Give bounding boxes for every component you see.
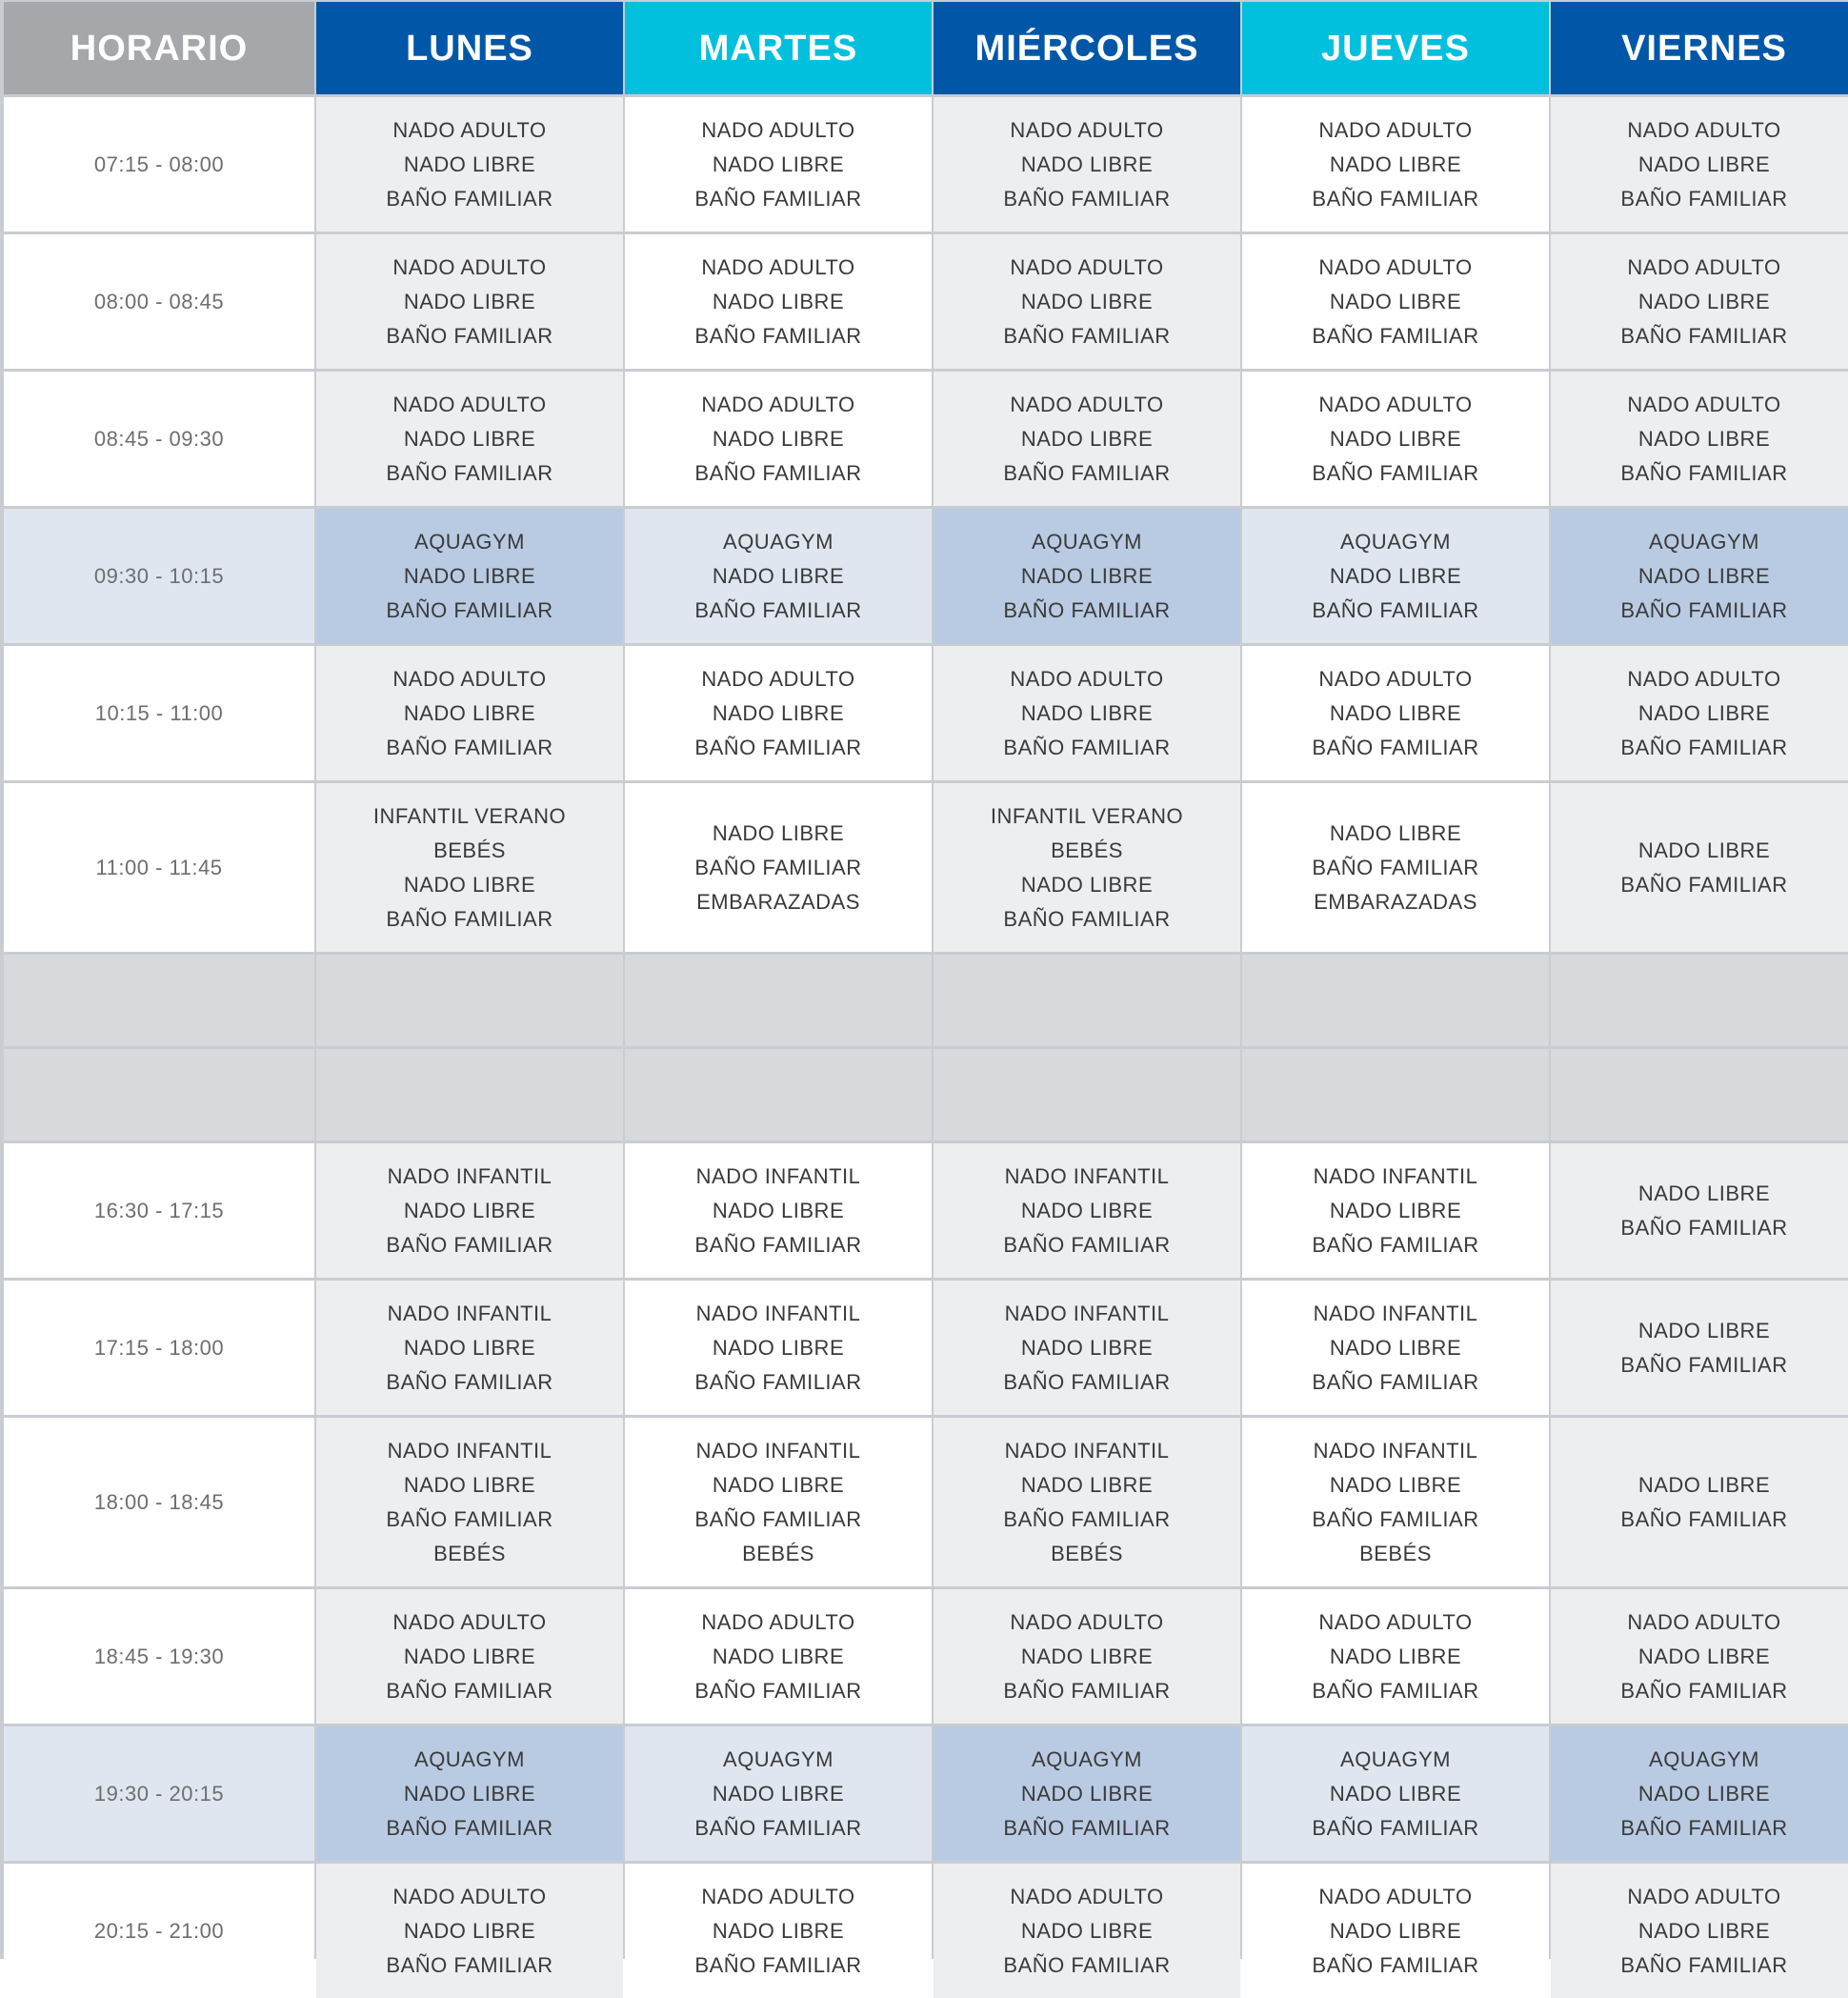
activity-label: NADO LIBRE (712, 563, 845, 588)
activity-label: BAÑO FAMILIAR (694, 1678, 862, 1703)
break-row-cell (4, 1049, 314, 1140)
activity-label: BAÑO FAMILIAR (694, 735, 862, 759)
schedule-cell-miercoles (934, 372, 1240, 506)
activity-label: NADO ADULTO (1010, 1884, 1164, 1908)
schedule-cell-martes (625, 372, 932, 506)
activity-label: NADO LIBRE (712, 700, 845, 725)
activity-label: NADO ADULTO (1010, 392, 1164, 416)
activity-label: NADO ADULTO (392, 117, 547, 142)
activity-label: AQUAGYM (1340, 1746, 1451, 1771)
schedule-cell-martes (625, 646, 932, 780)
activity-label: BEBÉS (1051, 1541, 1123, 1565)
activity-label: NADO LIBRE (1329, 1198, 1462, 1222)
schedule-cell-lunes (316, 509, 623, 643)
activity-label: BAÑO FAMILIAR (1003, 906, 1171, 931)
schedule-cell-viernes (1551, 1589, 1848, 1724)
activity-label: BAÑO FAMILIAR (1003, 460, 1171, 485)
activity-label: AQUAGYM (1340, 529, 1451, 554)
schedule-cell-jueves (1242, 1589, 1549, 1724)
schedule-cell-jueves (1242, 509, 1549, 643)
schedule-cell-jueves (1242, 646, 1549, 780)
activity-label: BAÑO FAMILIAR (386, 1232, 553, 1257)
schedule-cell-miercoles (934, 783, 1240, 952)
schedule-cell-viernes (1551, 372, 1848, 506)
activity-label: BAÑO FAMILIAR (1620, 460, 1788, 485)
activity-label: BAÑO FAMILIAR (1312, 186, 1479, 211)
schedule-cell-martes (625, 955, 932, 1046)
activity-label: NADO ADULTO (1010, 1609, 1164, 1634)
schedule-cell-miercoles (934, 1281, 1240, 1415)
schedule-cell-miercoles (934, 955, 1240, 1046)
schedule-cell-martes (625, 1589, 932, 1724)
activity-label: NADO ADULTO (701, 392, 855, 416)
schedule-cell-lunes (316, 1418, 623, 1586)
activity-label: BAÑO FAMILIAR (1312, 855, 1479, 879)
activity-label: BAÑO FAMILIAR (1620, 597, 1788, 622)
schedule-cell-miercoles (934, 97, 1240, 232)
activity-label: NADO LIBRE (1020, 289, 1154, 313)
schedule-cell-jueves (1242, 372, 1549, 506)
activity-label: BAÑO FAMILIAR (386, 1952, 553, 1977)
activity-label: NADO LIBRE (712, 1781, 845, 1806)
activity-label: BAÑO FAMILIAR (1312, 735, 1479, 759)
schedule-cell-lunes (316, 646, 623, 780)
schedule-cell-jueves (1242, 1049, 1549, 1140)
schedule-cell-martes (625, 1143, 932, 1278)
schedule-cell-lunes (316, 1589, 623, 1724)
activity-label: NADO LIBRE (403, 1198, 536, 1222)
schedule-cell-lunes (316, 955, 623, 1046)
activity-label: NADO LIBRE (1637, 1918, 1771, 1943)
activity-label: BAÑO FAMILIAR (1312, 1815, 1479, 1840)
activity-label: NADO LIBRE (1637, 1181, 1771, 1205)
schedule-cell-lunes (316, 372, 623, 506)
activity-label: NADO LIBRE (1637, 151, 1771, 176)
schedule-cell-jueves (1242, 1281, 1549, 1415)
activity-label: NADO LIBRE (1329, 151, 1462, 176)
activity-label: NADO ADULTO (1627, 1609, 1781, 1634)
activity-label: NADO LIBRE (1020, 1644, 1154, 1668)
schedule-cell-miercoles (934, 234, 1240, 369)
activity-label: NADO ADULTO (701, 1609, 855, 1634)
activity-label: INFANTIL VERANO (372, 803, 567, 828)
activity-label: INFANTIL VERANO (990, 803, 1184, 828)
activity-label: BAÑO FAMILIAR (1003, 1678, 1171, 1703)
schedule-cell-martes (625, 783, 932, 952)
activity-label: NADO LIBRE (403, 1781, 536, 1806)
time-slot: 10:15 - 11:00 (4, 646, 314, 780)
schedule-cell-miercoles (934, 1418, 1240, 1586)
time-slot: 19:30 - 20:15 (4, 1726, 314, 1861)
activity-label: NADO INFANTIL (695, 1438, 861, 1463)
schedule-cell-viernes (1551, 1418, 1848, 1586)
activity-label: NADO LIBRE (1329, 563, 1462, 588)
activity-label: BAÑO FAMILIAR (386, 323, 553, 348)
schedule-cell-lunes (316, 234, 623, 369)
schedule-cell-miercoles (934, 1589, 1240, 1724)
activity-label: BAÑO FAMILIAR (1620, 735, 1788, 759)
activity-label: BAÑO FAMILIAR (694, 597, 862, 622)
activity-label: BAÑO FAMILIAR (694, 460, 862, 485)
activity-label: BAÑO FAMILIAR (1620, 872, 1788, 897)
activity-label: BEBÉS (433, 1541, 506, 1565)
activity-label: BAÑO FAMILIAR (1312, 1506, 1479, 1531)
activity-label: NADO ADULTO (1627, 666, 1781, 691)
activity-label: NADO ADULTO (1010, 117, 1164, 142)
time-slot: 18:00 - 18:45 (4, 1418, 314, 1586)
activity-label: NADO LIBRE (1637, 838, 1771, 862)
activity-label: BAÑO FAMILIAR (1312, 323, 1479, 348)
activity-label: NADO LIBRE (403, 563, 536, 588)
activity-label: NADO INFANTIL (695, 1301, 861, 1325)
activity-label: NADO INFANTIL (1313, 1438, 1478, 1463)
activity-label: BAÑO FAMILIAR (694, 323, 862, 348)
activity-label: BEBÉS (742, 1541, 814, 1565)
activity-label: NADO LIBRE (1020, 426, 1154, 451)
schedule-cell-jueves (1242, 1418, 1549, 1586)
activity-label: BAÑO FAMILIAR (1003, 1369, 1171, 1394)
activity-label: NADO LIBRE (403, 151, 536, 176)
activity-label: NADO LIBRE (403, 289, 536, 313)
activity-label: AQUAGYM (723, 1746, 834, 1771)
activity-label: NADO ADULTO (1318, 1884, 1473, 1908)
activity-label: NADO LIBRE (1637, 700, 1771, 725)
schedule-cell-viernes (1551, 1726, 1848, 1861)
schedule-cell-viernes (1551, 783, 1848, 952)
activity-label: NADO INFANTIL (1004, 1438, 1170, 1463)
time-slot: 11:00 - 11:45 (4, 783, 314, 952)
activity-label: BAÑO FAMILIAR (1620, 1815, 1788, 1840)
header-jueves: JUEVES (1242, 2, 1549, 94)
activity-label: BAÑO FAMILIAR (1620, 323, 1788, 348)
activity-label: BAÑO FAMILIAR (1003, 1952, 1171, 1977)
activity-label: NADO LIBRE (1020, 563, 1154, 588)
activity-label: NADO LIBRE (1329, 426, 1462, 451)
activity-label: NADO ADULTO (701, 254, 855, 279)
activity-label: NADO LIBRE (1020, 1198, 1154, 1222)
activity-label: BAÑO FAMILIAR (1003, 186, 1171, 211)
activity-label: NADO LIBRE (1637, 1781, 1771, 1806)
schedule-cell-jueves (1242, 955, 1549, 1046)
schedule-cell-miercoles (934, 1143, 1240, 1278)
activity-label: BAÑO FAMILIAR (386, 186, 553, 211)
activity-label: BAÑO FAMILIAR (1003, 323, 1171, 348)
activity-label: BAÑO FAMILIAR (386, 1369, 553, 1394)
schedule-cell-martes (625, 97, 932, 232)
activity-label: NADO LIBRE (403, 1918, 536, 1943)
activity-label: NADO INFANTIL (1004, 1163, 1170, 1188)
schedule-cell-viernes (1551, 1049, 1848, 1140)
activity-label: NADO LIBRE (403, 872, 536, 897)
schedule-cell-jueves (1242, 1864, 1549, 1998)
activity-label: BAÑO FAMILIAR (694, 1506, 862, 1531)
schedule-cell-viernes (1551, 509, 1848, 643)
time-slot: 07:15 - 08:00 (4, 97, 314, 232)
schedule-cell-viernes (1551, 234, 1848, 369)
activity-label: NADO LIBRE (403, 426, 536, 451)
activity-label: BAÑO FAMILIAR (1312, 597, 1479, 622)
activity-label: AQUAGYM (723, 529, 834, 554)
schedule-cell-martes (625, 1418, 932, 1586)
schedule-cell-lunes (316, 1049, 623, 1140)
activity-label: NADO LIBRE (1329, 289, 1462, 313)
activity-label: NADO LIBRE (1329, 700, 1462, 725)
activity-label: NADO LIBRE (712, 289, 845, 313)
activity-label: EMBARAZADAS (1314, 889, 1477, 914)
activity-label: BAÑO FAMILIAR (1620, 1678, 1788, 1703)
schedule-cell-miercoles (934, 509, 1240, 643)
schedule-cell-viernes (1551, 97, 1848, 232)
activity-label: NADO LIBRE (1020, 872, 1154, 897)
activity-label: NADO INFANTIL (387, 1163, 552, 1188)
activity-label: BAÑO FAMILIAR (1003, 1815, 1171, 1840)
activity-label: NADO ADULTO (1627, 392, 1781, 416)
schedule-cell-viernes (1551, 1864, 1848, 1998)
activity-label: NADO LIBRE (1637, 563, 1771, 588)
schedule-cell-lunes (316, 783, 623, 952)
activity-label: BAÑO FAMILIAR (1003, 735, 1171, 759)
activity-label: AQUAGYM (1649, 529, 1759, 554)
activity-label: NADO LIBRE (1329, 1918, 1462, 1943)
schedule-cell-jueves (1242, 783, 1549, 952)
activity-label: BAÑO FAMILIAR (1312, 1232, 1479, 1257)
activity-label: BAÑO FAMILIAR (694, 1952, 862, 1977)
header-lunes: LUNES (316, 2, 623, 94)
activity-label: NADO LIBRE (1020, 1335, 1154, 1360)
activity-label: NADO LIBRE (1329, 1644, 1462, 1668)
activity-label: BAÑO FAMILIAR (1312, 460, 1479, 485)
schedule-cell-lunes (316, 1864, 623, 1998)
activity-label: BAÑO FAMILIAR (1620, 1215, 1788, 1240)
activity-label: NADO LIBRE (1637, 289, 1771, 313)
activity-label: NADO ADULTO (392, 254, 547, 279)
activity-label: BAÑO FAMILIAR (1620, 1506, 1788, 1531)
time-slot: 18:45 - 19:30 (4, 1589, 314, 1724)
activity-label: NADO LIBRE (1020, 151, 1154, 176)
activity-label: NADO ADULTO (701, 666, 855, 691)
activity-label: NADO ADULTO (1627, 1884, 1781, 1908)
activity-label: BAÑO FAMILIAR (386, 1506, 553, 1531)
activity-label: NADO ADULTO (392, 1884, 547, 1908)
activity-label: NADO LIBRE (712, 1644, 845, 1668)
schedule-cell-viernes (1551, 955, 1848, 1046)
activity-label: EMBARAZADAS (696, 889, 860, 914)
activity-label: AQUAGYM (1032, 1746, 1142, 1771)
schedule-cell-jueves (1242, 97, 1549, 232)
break-row-cell (4, 955, 314, 1046)
activity-label: BEBÉS (433, 838, 506, 862)
activity-label: BAÑO FAMILIAR (386, 1678, 553, 1703)
activity-label: NADO LIBRE (1329, 1472, 1462, 1497)
activity-label: BAÑO FAMILIAR (694, 186, 862, 211)
activity-label: BAÑO FAMILIAR (386, 597, 553, 622)
activity-label: BAÑO FAMILIAR (1003, 1506, 1171, 1531)
activity-label: BAÑO FAMILIAR (386, 906, 553, 931)
time-slot: 17:15 - 18:00 (4, 1281, 314, 1415)
activity-label: BAÑO FAMILIAR (694, 1232, 862, 1257)
activity-label: BAÑO FAMILIAR (386, 460, 553, 485)
schedule-cell-martes (625, 1726, 932, 1861)
activity-label: NADO ADULTO (392, 1609, 547, 1634)
schedule-cell-jueves (1242, 234, 1549, 369)
activity-label: NADO LIBRE (712, 1198, 845, 1222)
time-slot: 09:30 - 10:15 (4, 509, 314, 643)
schedule-cell-martes (625, 509, 932, 643)
header-horario: HORARIO (4, 2, 314, 94)
activity-label: AQUAGYM (1032, 529, 1142, 554)
time-slot: 16:30 - 17:15 (4, 1143, 314, 1278)
header-viernes: VIERNES (1551, 2, 1848, 94)
activity-label: NADO INFANTIL (695, 1163, 861, 1188)
activity-label: BAÑO FAMILIAR (1312, 1678, 1479, 1703)
activity-label: NADO LIBRE (403, 700, 536, 725)
schedule-cell-miercoles (934, 1726, 1240, 1861)
activity-label: NADO LIBRE (1637, 1644, 1771, 1668)
time-slot: 20:15 - 21:00 (4, 1864, 314, 1998)
activity-label: BAÑO FAMILIAR (386, 1815, 553, 1840)
activity-label: NADO LIBRE (403, 1335, 536, 1360)
activity-label: NADO ADULTO (701, 1884, 855, 1908)
schedule-cell-viernes (1551, 1281, 1848, 1415)
activity-label: NADO ADULTO (1627, 254, 1781, 279)
schedule-cell-martes (625, 1864, 932, 1998)
activity-label: NADO LIBRE (1020, 1918, 1154, 1943)
schedule-cell-martes (625, 1049, 932, 1140)
activity-label: NADO LIBRE (1637, 426, 1771, 451)
schedule-cell-jueves (1242, 1726, 1549, 1861)
schedule-cell-viernes (1551, 1143, 1848, 1278)
activity-label: BAÑO FAMILIAR (1620, 186, 1788, 211)
activity-label: AQUAGYM (414, 529, 525, 554)
activity-label: NADO ADULTO (1318, 392, 1473, 416)
activity-label: NADO LIBRE (403, 1644, 536, 1668)
activity-label: BAÑO FAMILIAR (694, 1815, 862, 1840)
activity-label: NADO LIBRE (1329, 820, 1462, 845)
activity-label: NADO LIBRE (712, 1335, 845, 1360)
schedule-cell-miercoles (934, 646, 1240, 780)
schedule-cell-martes (625, 234, 932, 369)
activity-label: BAÑO FAMILIAR (1003, 1232, 1171, 1257)
activity-label: NADO LIBRE (403, 1472, 536, 1497)
activity-label: BAÑO FAMILIAR (1312, 1369, 1479, 1394)
activity-label: NADO ADULTO (1010, 254, 1164, 279)
activity-label: NADO LIBRE (1637, 1318, 1771, 1342)
activity-label: BAÑO FAMILIAR (1620, 1352, 1788, 1377)
activity-label: NADO LIBRE (712, 1918, 845, 1943)
activity-label: BAÑO FAMILIAR (1620, 1952, 1788, 1977)
activity-label: NADO LIBRE (712, 820, 845, 845)
activity-label: NADO LIBRE (1020, 1472, 1154, 1497)
schedule-cell-lunes (316, 1281, 623, 1415)
activity-label: NADO ADULTO (1318, 254, 1473, 279)
activity-label: NADO ADULTO (1010, 666, 1164, 691)
activity-label: NADO ADULTO (392, 392, 547, 416)
activity-label: NADO LIBRE (1020, 700, 1154, 725)
activity-label: NADO INFANTIL (1313, 1163, 1478, 1188)
activity-label: BAÑO FAMILIAR (1312, 1952, 1479, 1977)
activity-label: NADO INFANTIL (1004, 1301, 1170, 1325)
activity-label: NADO INFANTIL (387, 1301, 552, 1325)
activity-label: BEBÉS (1051, 838, 1123, 862)
schedule-cell-martes (625, 1281, 932, 1415)
activity-label: NADO LIBRE (1329, 1781, 1462, 1806)
schedule-cell-miercoles (934, 1049, 1240, 1140)
schedule-cell-miercoles (934, 1864, 1240, 1998)
schedule-cell-lunes (316, 1726, 623, 1861)
activity-label: NADO LIBRE (712, 151, 845, 176)
activity-label: NADO INFANTIL (387, 1438, 552, 1463)
activity-label: NADO LIBRE (712, 426, 845, 451)
time-slot: 08:45 - 09:30 (4, 372, 314, 506)
header-martes: MARTES (625, 2, 932, 94)
header-miercoles: MIÉRCOLES (934, 2, 1240, 94)
activity-label: BAÑO FAMILIAR (1003, 597, 1171, 622)
activity-label: AQUAGYM (1649, 1746, 1759, 1771)
activity-label: BEBÉS (1359, 1541, 1432, 1565)
activity-label: NADO ADULTO (1318, 666, 1473, 691)
activity-label: NADO LIBRE (1329, 1335, 1462, 1360)
time-slot: 08:00 - 08:45 (4, 234, 314, 369)
activity-label: NADO LIBRE (712, 1472, 845, 1497)
activity-label: NADO ADULTO (1318, 117, 1473, 142)
schedule-cell-lunes (316, 97, 623, 232)
activity-label: NADO LIBRE (1637, 1472, 1771, 1497)
schedule-cell-viernes (1551, 646, 1848, 780)
activity-label: NADO ADULTO (1627, 117, 1781, 142)
activity-label: NADO ADULTO (1318, 1609, 1473, 1634)
activity-label: NADO ADULTO (701, 117, 855, 142)
activity-label: BAÑO FAMILIAR (386, 735, 553, 759)
schedule-cell-jueves (1242, 1143, 1549, 1278)
activity-label: NADO ADULTO (392, 666, 547, 691)
activity-label: BAÑO FAMILIAR (694, 855, 862, 879)
activity-label: NADO LIBRE (1020, 1781, 1154, 1806)
activity-label: BAÑO FAMILIAR (694, 1369, 862, 1394)
schedule-cell-lunes (316, 1143, 623, 1278)
activity-label: AQUAGYM (414, 1746, 525, 1771)
activity-label: NADO INFANTIL (1313, 1301, 1478, 1325)
